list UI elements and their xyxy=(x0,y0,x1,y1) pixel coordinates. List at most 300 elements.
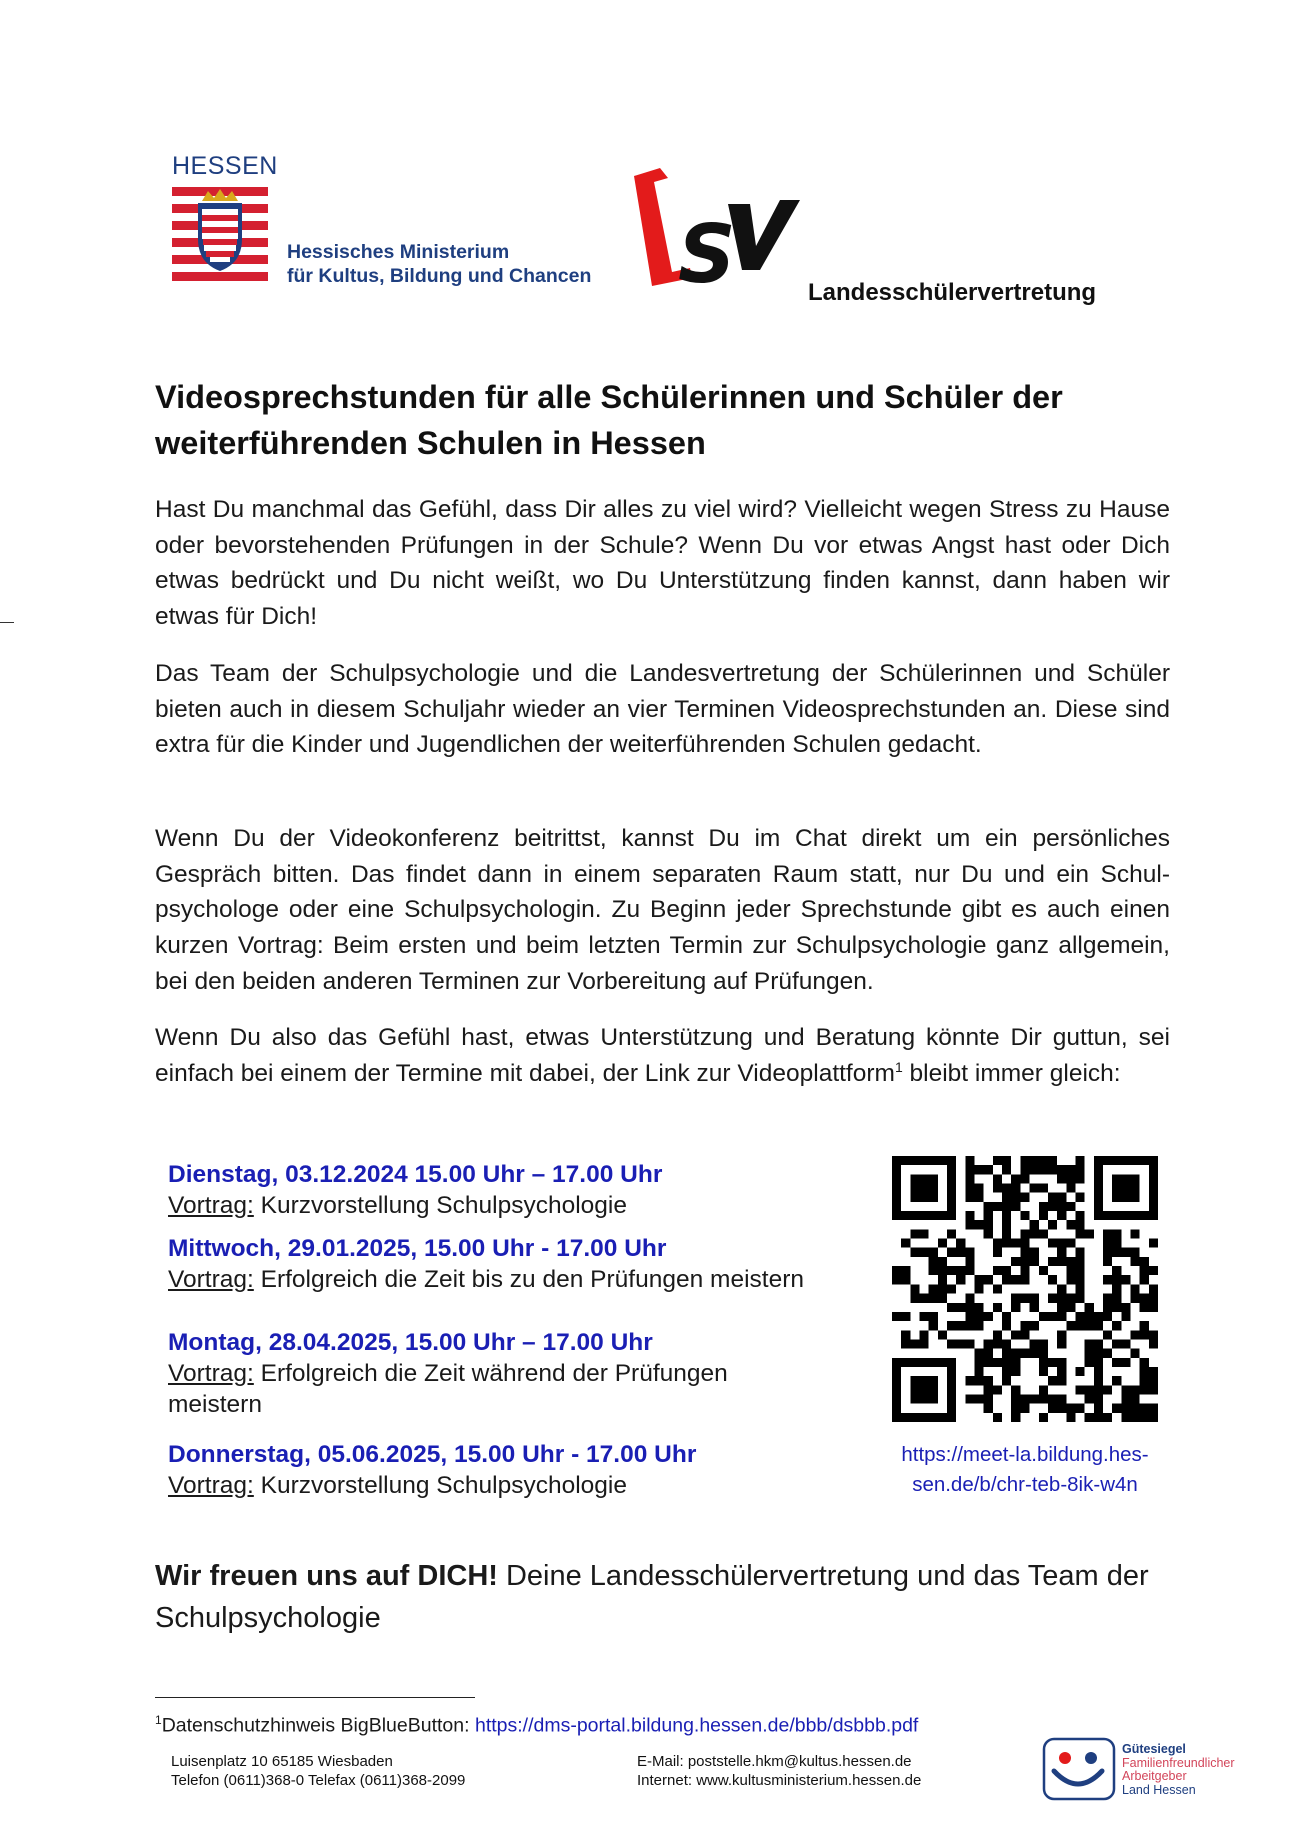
qr-module xyxy=(892,1358,901,1367)
qr-module xyxy=(901,1339,910,1348)
qr-module xyxy=(929,1184,938,1193)
qr-module xyxy=(929,1248,938,1257)
qr-module xyxy=(892,1211,901,1220)
lsv-logo xyxy=(632,160,804,288)
qr-module xyxy=(1103,1294,1112,1303)
qr-module xyxy=(1094,1413,1103,1422)
qr-module xyxy=(975,1358,984,1367)
qr-module xyxy=(1030,1394,1039,1403)
qr-module xyxy=(984,1165,993,1174)
qr-module xyxy=(1020,1404,1029,1413)
event-4 xyxy=(168,1439,808,1501)
qr-module xyxy=(1048,1156,1057,1165)
qr-module xyxy=(910,1174,919,1183)
qr-module xyxy=(892,1394,901,1403)
qr-module xyxy=(947,1413,956,1422)
qr-module xyxy=(1020,1266,1029,1275)
qr-module xyxy=(975,1193,984,1202)
qr-module xyxy=(1057,1394,1066,1403)
qr-module xyxy=(1075,1248,1084,1257)
qr-module xyxy=(1002,1193,1011,1202)
qr-module xyxy=(1103,1330,1112,1339)
qr-module xyxy=(993,1303,1002,1312)
qr-module xyxy=(1094,1184,1103,1193)
qr-module xyxy=(947,1174,956,1183)
qr-module xyxy=(920,1394,929,1403)
footnote-ref: 1 xyxy=(894,1058,903,1075)
qr-module xyxy=(1075,1284,1084,1293)
qr-module xyxy=(975,1394,984,1403)
qr-module xyxy=(1075,1193,1084,1202)
internet-line[interactable]: Internet: www.kultusministerium.hessen.de xyxy=(637,1771,922,1789)
qr-module xyxy=(1002,1202,1011,1211)
qr-module xyxy=(984,1404,993,1413)
qr-module xyxy=(920,1193,929,1202)
qr-module xyxy=(1002,1165,1011,1174)
qr-module xyxy=(1039,1202,1048,1211)
p4-text-end: bleibt immer gleich: xyxy=(902,1059,1121,1087)
qr-module xyxy=(993,1413,1002,1422)
qr-module xyxy=(947,1284,956,1293)
qr-module xyxy=(1130,1284,1139,1293)
qr-module xyxy=(1011,1394,1020,1403)
ministry-line-1: Hessisches Ministerium xyxy=(287,241,510,263)
qr-module xyxy=(1140,1257,1149,1266)
qr-module xyxy=(910,1385,919,1394)
address-line: Luisenplatz 10 65185 Wiesbaden xyxy=(171,1753,393,1770)
qr-module xyxy=(1048,1239,1057,1248)
qr-module xyxy=(1103,1239,1112,1248)
qr-module xyxy=(1112,1376,1121,1385)
qr-module xyxy=(1094,1349,1103,1358)
qr-module xyxy=(1002,1229,1011,1238)
qr-module xyxy=(1039,1184,1048,1193)
qr-module xyxy=(1149,1303,1158,1312)
qr-module xyxy=(965,1321,974,1330)
qr-module xyxy=(975,1376,984,1385)
qr-module xyxy=(993,1358,1002,1367)
qr-module xyxy=(1075,1220,1084,1229)
qr-module xyxy=(910,1284,919,1293)
qr-module xyxy=(892,1193,901,1202)
qr-module xyxy=(1085,1413,1094,1422)
qr-module xyxy=(1030,1156,1039,1165)
qr-module xyxy=(965,1294,974,1303)
qr-module xyxy=(993,1239,1002,1248)
qr-module xyxy=(956,1303,965,1312)
seal-line-1: Gütesiegel xyxy=(1122,1742,1186,1756)
qr-module xyxy=(1121,1339,1130,1348)
qr-module xyxy=(1030,1257,1039,1266)
qr-module xyxy=(1011,1330,1020,1339)
qr-module xyxy=(1020,1394,1029,1403)
qr-module xyxy=(993,1248,1002,1257)
qr-module xyxy=(1066,1257,1075,1266)
qr-module xyxy=(929,1211,938,1220)
qr-module xyxy=(975,1275,984,1284)
qr-module xyxy=(938,1413,947,1422)
qr-module xyxy=(1103,1413,1112,1422)
qr-module xyxy=(1130,1184,1139,1193)
qr-module xyxy=(1130,1294,1139,1303)
qr-module xyxy=(1075,1211,1084,1220)
qr-module xyxy=(920,1229,929,1238)
qr-module xyxy=(1094,1193,1103,1202)
qr-module xyxy=(1140,1376,1149,1385)
talk-label: Vortrag: xyxy=(168,1472,254,1499)
qr-module xyxy=(938,1275,947,1284)
qr-module xyxy=(1048,1376,1057,1385)
qr-module xyxy=(1039,1349,1048,1358)
ministry-line-2: für Kultus, Bildung und Chancen xyxy=(287,265,592,287)
qr-module xyxy=(920,1339,929,1348)
qr-module xyxy=(947,1367,956,1376)
qr-module xyxy=(1020,1211,1029,1220)
qr-module xyxy=(1121,1303,1130,1312)
event-1 xyxy=(168,1159,808,1221)
qr-module xyxy=(1103,1349,1112,1358)
qr-module xyxy=(1066,1165,1075,1174)
qr-module xyxy=(1020,1193,1029,1202)
qr-module xyxy=(965,1339,974,1348)
qr-module xyxy=(892,1404,901,1413)
paragraph-team: Das Team der Schulpsychologie und die Landesvertretung der Schülerinnen und Schüler bieten auch in diesem Schuljahr wieder an vier Terminen Videosprechstunden an. Diese sind extra für die Kinder und Jugendlichen der weiterführenden Schulen gedacht. xyxy=(155,660,1170,759)
qr-module xyxy=(1149,1330,1158,1339)
qr-module xyxy=(1020,1248,1029,1257)
qr-module xyxy=(947,1202,956,1211)
qr-module xyxy=(1130,1193,1139,1202)
qr-module xyxy=(1130,1349,1139,1358)
qr-module xyxy=(910,1358,919,1367)
qr-module xyxy=(984,1220,993,1229)
qr-module xyxy=(1066,1275,1075,1284)
qr-module xyxy=(1075,1367,1084,1376)
qr-module xyxy=(1140,1211,1149,1220)
qr-module xyxy=(901,1330,910,1339)
qr-module xyxy=(892,1174,901,1183)
qr-module xyxy=(1103,1156,1112,1165)
qr-module xyxy=(1048,1193,1057,1202)
qr-module xyxy=(1149,1174,1158,1183)
qr-module xyxy=(1048,1394,1057,1403)
qr-module xyxy=(938,1358,947,1367)
title-line-2: weiterführenden Schulen in Hessen xyxy=(155,425,706,461)
qr-module xyxy=(920,1312,929,1321)
qr-module xyxy=(1030,1321,1039,1330)
videoplatform-link[interactable] xyxy=(880,1440,1170,1500)
event-date: Donnerstag, 05.06.2025, 15.00 Uhr - 17.00 Uhr xyxy=(168,1441,697,1468)
qr-module xyxy=(1085,1339,1094,1348)
qr-module xyxy=(1002,1184,1011,1193)
qr-module xyxy=(1020,1156,1029,1165)
qr-module xyxy=(975,1220,984,1229)
qr-module xyxy=(929,1385,938,1394)
qr-module xyxy=(1066,1266,1075,1275)
qr-module xyxy=(1112,1339,1121,1348)
qr-module xyxy=(1140,1275,1149,1284)
seal-line-3: Arbeitgeber xyxy=(1122,1769,1187,1783)
qr-code-icon[interactable] xyxy=(892,1156,1158,1422)
qr-module xyxy=(984,1229,993,1238)
qr-module xyxy=(892,1156,901,1165)
qr-module xyxy=(956,1275,965,1284)
ministry-name xyxy=(287,240,591,288)
margin-mark xyxy=(0,622,14,623)
qr-module xyxy=(920,1248,929,1257)
qr-module xyxy=(1066,1321,1075,1330)
qr-module xyxy=(965,1193,974,1202)
qr-module xyxy=(984,1385,993,1394)
qr-module xyxy=(1048,1358,1057,1367)
qr-module xyxy=(901,1211,910,1220)
qr-module xyxy=(1002,1266,1011,1275)
qr-module xyxy=(1103,1275,1112,1284)
qr-module xyxy=(1002,1239,1011,1248)
qr-module xyxy=(1094,1202,1103,1211)
qr-module xyxy=(965,1220,974,1229)
qr-module xyxy=(1030,1248,1039,1257)
talk-topic: Erfolgreich die Zeit während der Prüfungen meistern xyxy=(168,1360,728,1418)
qr-module xyxy=(1011,1202,1020,1211)
qr-module xyxy=(1057,1358,1066,1367)
qr-module xyxy=(1039,1394,1048,1403)
qr-module xyxy=(1048,1275,1057,1284)
qr-module xyxy=(1066,1404,1075,1413)
qr-module xyxy=(920,1211,929,1220)
qr-module xyxy=(1048,1165,1057,1174)
qr-module xyxy=(1002,1220,1011,1229)
privacy-link[interactable]: https://dms-portal.bildung.hessen.de/bbb/dsbbb.pdf xyxy=(474,1714,919,1737)
qr-module xyxy=(929,1394,938,1403)
qr-module xyxy=(1020,1321,1029,1330)
qr-module xyxy=(1149,1339,1158,1348)
qr-module xyxy=(1140,1413,1149,1422)
qr-module xyxy=(1075,1275,1084,1284)
qr-module xyxy=(1075,1266,1084,1275)
qr-module xyxy=(1002,1358,1011,1367)
qr-module xyxy=(965,1184,974,1193)
event-talk xyxy=(168,1192,627,1219)
email-line[interactable]: E-Mail: poststelle.hkm@kultus.hessen.de xyxy=(637,1753,912,1770)
qr-module xyxy=(1048,1202,1057,1211)
qr-module xyxy=(910,1394,919,1403)
qr-module xyxy=(1130,1257,1139,1266)
qr-module xyxy=(1039,1156,1048,1165)
qr-module xyxy=(1121,1312,1130,1321)
qr-module xyxy=(938,1156,947,1165)
qr-module xyxy=(1130,1229,1139,1238)
qr-module xyxy=(1075,1404,1084,1413)
qr-module xyxy=(1011,1349,1020,1358)
talk-label: Vortrag: xyxy=(168,1266,254,1293)
event-date: Montag, 28.04.2025, 15.00 Uhr – 17.00 Uhr xyxy=(168,1329,653,1356)
qr-module xyxy=(1002,1339,1011,1348)
qr-module xyxy=(1057,1294,1066,1303)
qr-module xyxy=(947,1248,956,1257)
qr-module xyxy=(975,1312,984,1321)
qr-module xyxy=(1140,1358,1149,1367)
qr-module xyxy=(901,1413,910,1422)
qr-module xyxy=(993,1284,1002,1293)
qr-module xyxy=(984,1275,993,1284)
qr-module xyxy=(1112,1404,1121,1413)
qr-module xyxy=(1057,1312,1066,1321)
qr-module xyxy=(993,1330,1002,1339)
p4-text: Wenn Du also das Gefühl hast, etwas Unterstützung und Beratung könnte Dir guttun, sei einfach bei einem der Termine mit dabei, der Link zur Videoplattform xyxy=(155,1024,1170,1087)
qr-module xyxy=(1140,1294,1149,1303)
qr-module xyxy=(1130,1404,1139,1413)
qr-module xyxy=(1011,1184,1020,1193)
qr-module xyxy=(929,1284,938,1293)
qr-module xyxy=(1066,1220,1075,1229)
qr-module xyxy=(920,1385,929,1394)
qr-module xyxy=(938,1257,947,1266)
hessen-coat-of-arms-icon xyxy=(172,187,268,283)
qr-module xyxy=(1039,1367,1048,1376)
qr-module xyxy=(1011,1358,1020,1367)
qr-module xyxy=(892,1165,901,1174)
qr-module xyxy=(1094,1156,1103,1165)
qr-module xyxy=(984,1312,993,1321)
qr-module xyxy=(1149,1376,1158,1385)
qr-module xyxy=(947,1404,956,1413)
qr-module xyxy=(1020,1349,1029,1358)
event-date: Mittwoch, 29.01.2025, 15.00 Uhr - 17.00 Uhr xyxy=(168,1235,667,1262)
qr-module xyxy=(1057,1165,1066,1174)
footnote-mark: 1 xyxy=(155,1713,162,1727)
qr-module xyxy=(910,1193,919,1202)
qr-module xyxy=(1094,1358,1103,1367)
qr-module xyxy=(1121,1385,1130,1394)
qr-module xyxy=(965,1156,974,1165)
qr-module xyxy=(947,1394,956,1403)
footnote-divider xyxy=(155,1697,475,1698)
qr-module xyxy=(938,1211,947,1220)
qr-module xyxy=(938,1284,947,1293)
qr-module xyxy=(1140,1367,1149,1376)
qr-module xyxy=(1149,1184,1158,1193)
link-line-1[interactable]: https://meet-la.bildung.hes- xyxy=(901,1443,1149,1466)
qr-module xyxy=(1057,1330,1066,1339)
qr-module xyxy=(1057,1284,1066,1293)
qr-module xyxy=(975,1367,984,1376)
qr-module xyxy=(1057,1211,1066,1220)
qr-module xyxy=(1094,1376,1103,1385)
qr-module xyxy=(929,1376,938,1385)
qr-module xyxy=(1066,1239,1075,1248)
qr-module xyxy=(1121,1174,1130,1183)
qr-module xyxy=(901,1358,910,1367)
qr-module xyxy=(1066,1202,1075,1211)
qr-module xyxy=(1048,1294,1057,1303)
qr-module xyxy=(1149,1211,1158,1220)
qr-module xyxy=(1002,1376,1011,1385)
qr-module xyxy=(1011,1413,1020,1422)
qr-module xyxy=(1011,1275,1020,1284)
qr-module xyxy=(965,1376,974,1385)
qr-module xyxy=(1094,1312,1103,1321)
qr-module xyxy=(1094,1321,1103,1330)
qr-module xyxy=(947,1303,956,1312)
qr-module xyxy=(1112,1229,1121,1238)
qr-module xyxy=(1085,1385,1094,1394)
qr-module xyxy=(929,1321,938,1330)
link-line-2[interactable]: sen.de/b/chr-teb-8ik-w4n xyxy=(912,1473,1138,1496)
qr-module xyxy=(929,1257,938,1266)
seal-text xyxy=(1122,1743,1235,1797)
qr-module xyxy=(920,1294,929,1303)
qr-module xyxy=(1075,1312,1084,1321)
qr-module xyxy=(965,1266,974,1275)
qr-module xyxy=(1140,1266,1149,1275)
closing-bold: Wir freuen uns auf DICH! xyxy=(155,1560,498,1592)
qr-module xyxy=(1020,1165,1029,1174)
qr-module xyxy=(1048,1220,1057,1229)
qr-module xyxy=(1057,1248,1066,1257)
qr-module xyxy=(965,1394,974,1403)
qr-module xyxy=(938,1239,947,1248)
qr-module xyxy=(1020,1174,1029,1183)
qr-module xyxy=(1030,1349,1039,1358)
qr-module xyxy=(1149,1367,1158,1376)
qr-module xyxy=(947,1156,956,1165)
qr-module xyxy=(1011,1174,1020,1183)
qr-module xyxy=(1130,1156,1139,1165)
qr-module xyxy=(1030,1229,1039,1238)
qr-module xyxy=(901,1266,910,1275)
qr-module xyxy=(1057,1339,1066,1348)
qr-module xyxy=(1112,1174,1121,1183)
qr-module xyxy=(1020,1239,1029,1248)
qr-module xyxy=(1121,1184,1130,1193)
qr-module xyxy=(1103,1385,1112,1394)
qr-module xyxy=(1112,1184,1121,1193)
qr-module xyxy=(1112,1239,1121,1248)
qr-module xyxy=(1066,1303,1075,1312)
qr-module xyxy=(993,1339,1002,1348)
qr-module xyxy=(1002,1321,1011,1330)
qr-module xyxy=(910,1156,919,1165)
qr-module xyxy=(1057,1202,1066,1211)
talk-label: Vortrag: xyxy=(168,1192,254,1219)
qr-module xyxy=(892,1312,901,1321)
qr-module xyxy=(920,1413,929,1422)
qr-module xyxy=(947,1385,956,1394)
qr-module xyxy=(920,1174,929,1183)
qr-module xyxy=(929,1294,938,1303)
qr-module xyxy=(1030,1294,1039,1303)
qr-module xyxy=(1149,1156,1158,1165)
qr-module xyxy=(892,1413,901,1422)
qr-module xyxy=(1140,1321,1149,1330)
qr-module xyxy=(938,1294,947,1303)
qr-module xyxy=(1057,1367,1066,1376)
qr-module xyxy=(1121,1211,1130,1220)
qr-module xyxy=(901,1156,910,1165)
qr-module xyxy=(1075,1174,1084,1183)
paragraph-videoconference: Wenn Du der Videokonferenz beitrittst, kannst Du im Chat direkt um ein persönliches Gespräch bitten. Das findet dann in einem separaten Raum statt, nur Du und ein Schulpsychologe oder eine Schulpsychologin. Zu Beginn jeder Sprechstunde gibt es auch einen kurzen Vortrag: Beim ersten und beim letzten Termin zur Schulpsychologie ganz allgemein, bei den beiden anderen Terminen zur Vorbereitung auf Prüfungen. xyxy=(155,825,1170,995)
qr-module xyxy=(965,1174,974,1183)
qr-module xyxy=(1030,1339,1039,1348)
qr-module xyxy=(1094,1339,1103,1348)
qr-module xyxy=(993,1385,1002,1394)
hessen-wordmark: HESSEN xyxy=(172,152,278,180)
title-line-1: Videosprechstunden für alle Schülerinnen und Schüler der xyxy=(155,379,1063,415)
qr-module xyxy=(1130,1385,1139,1394)
qr-module xyxy=(956,1321,965,1330)
qr-module xyxy=(1140,1404,1149,1413)
talk-topic: Kurzvorstellung Schulpsychologie xyxy=(260,1472,627,1499)
